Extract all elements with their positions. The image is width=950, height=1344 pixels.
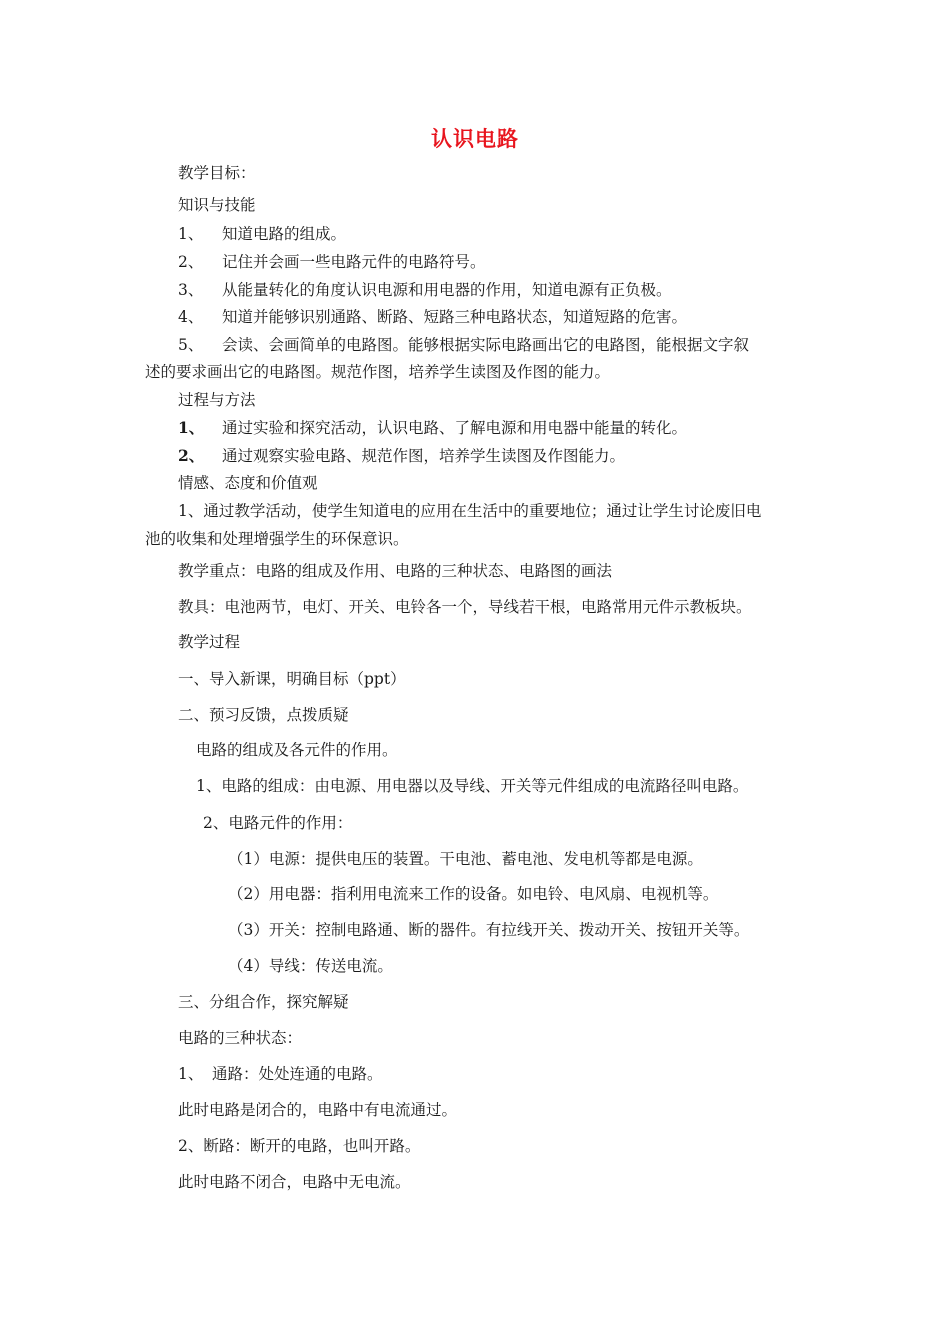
knowledge-item [178,224,346,244]
element-item: （1）电源：提供电压的装置。干电池、蓄电池、发电机等都是电源。 [228,850,703,868]
key-points: 教学重点：电路的组成及作用、电路的三种状态、电路图的画法 [178,562,613,580]
emotion-item: 1、通过教学活动，使学生知道电的应用在生活中的重要地位；通过让学生讨论废旧电 [178,502,762,520]
item-text: 知道并能够识别通路、断路、短路三种电路状态，知道短路的危害。 [222,308,688,326]
item-text: 从能量转化的角度认识电源和用电器的作用，知道电源有正负极。 [222,281,672,299]
item-number: 2、 [178,446,205,465]
state-item [178,1064,383,1084]
procedure-step: 一、导入新课，明确目标（ppt） [178,670,406,688]
item-text: 知道电路的组成。 [222,225,347,243]
item-number: 3、 [178,281,204,299]
state-note: 此时电路不闭合，电路中无电流。 [178,1173,411,1191]
knowledge-item-continuation: 述的要求画出它的电路图。规范作图，培养学生读图及作图的能力。 [145,363,611,381]
procedure-heading: 教学过程 [178,633,241,651]
document-title: 认识电路 [431,127,519,151]
item-number: 1、 [178,225,204,243]
item-text: 通路：处处连通的电路。 [212,1065,383,1083]
item-text: 通过观察实验电路、规范作图，培养学生读图及作图能力。 [222,447,626,465]
knowledge-item [178,335,749,355]
knowledge-item [178,252,486,272]
composition-heading: 电路的组成及各元件的作用。 [196,741,398,759]
item-number: 1、 [178,1065,204,1083]
composition-item: 2、电路元件的作用： [203,814,353,832]
state-item: 2、断路：断开的电路，也叫开路。 [178,1137,421,1155]
knowledge-heading: 知识与技能 [178,196,256,214]
item-number: 4、 [178,308,204,326]
procedure-step: 三、分组合作，探究解疑 [178,993,349,1011]
process-item [178,446,625,466]
emotion-heading: 情感、态度和价值观 [178,474,318,492]
element-item: （4）导线：传送电流。 [228,957,393,975]
element-item: （3）开关：控制电路通、断的器件。有拉线开关、拨动开关、按钮开关等。 [228,921,750,939]
states-heading: 电路的三种状态： [178,1029,303,1047]
knowledge-item [178,307,687,327]
knowledge-item [178,280,672,300]
procedure-step: 二、预习反馈，点拨质疑 [178,706,349,724]
process-item [178,418,687,438]
objectives-heading: 教学目标： [178,164,256,182]
item-number: 1、 [178,418,205,437]
element-item: （2）用电器：指利用电流来工作的设备。如电铃、电风扇、电视机等。 [228,885,719,903]
item-text: 会读、会画简单的电路图。能够根据实际电路画出它的电路图，能根据文字叙 [222,336,750,354]
item-text: 记住并会画一些电路元件的电路符号。 [222,253,486,271]
state-note: 此时电路是闭合的，电路中有电流通过。 [178,1101,458,1119]
teaching-tools: 教具：电池两节，电灯、开关、电铃各一个，导线若干根，电路常用元件示教板块。 [178,598,752,616]
process-heading: 过程与方法 [178,391,256,409]
emotion-item-continuation: 池的收集和处理增强学生的环保意识。 [145,530,409,548]
item-number: 2、 [178,253,204,271]
item-number: 5、 [178,336,204,354]
item-text: 通过实验和探究活动，认识电路、了解电源和用电器中能量的转化。 [222,419,688,437]
composition-item: 1、电路的组成：由电源、用电器以及导线、开关等元件组成的电流路径叫电路。 [196,777,749,795]
